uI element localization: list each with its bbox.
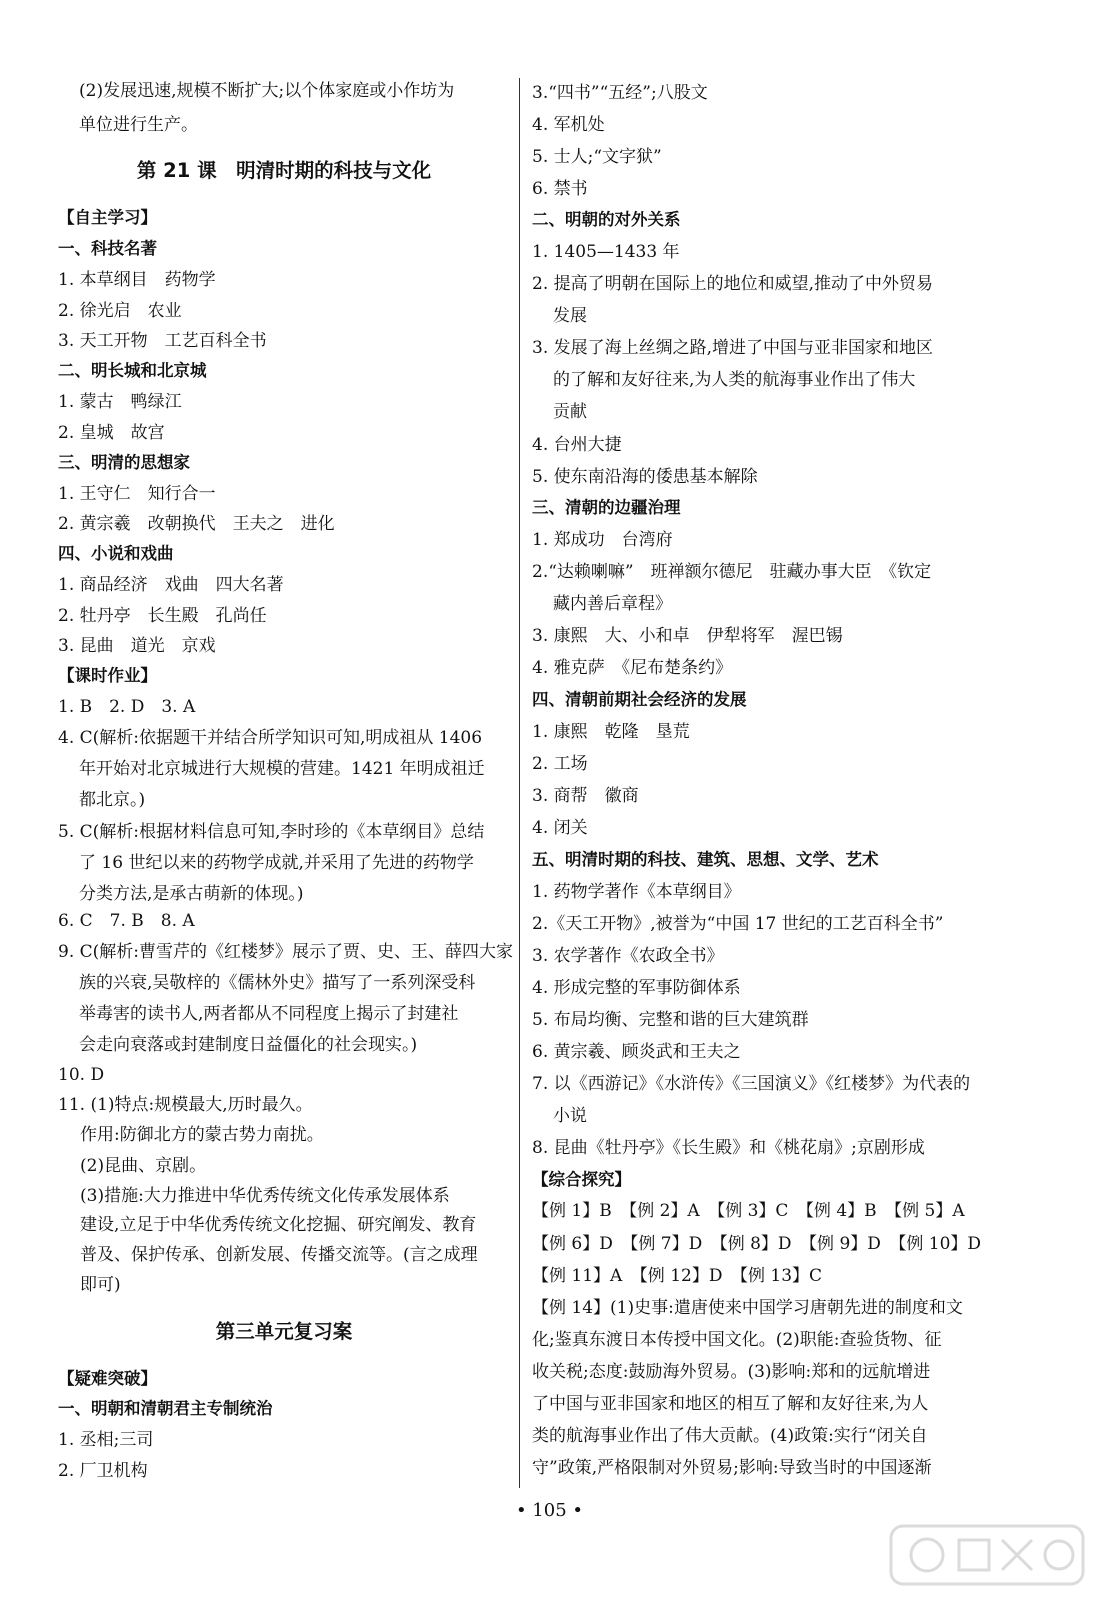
text-line: 4. 雅克萨 《尼布楚条约》 — [532, 658, 733, 678]
text-line: 化;鉴真东渡日本传授中国文化。(2)职能:查验货物、征 — [532, 1330, 942, 1350]
text-line: 3. 商帮 徽商 — [532, 786, 639, 806]
section-heading: 三、明清的思想家 — [58, 453, 190, 472]
text-line: (2)发展迅速,规模不断扩大;以个体家庭或小作坊为 — [79, 81, 455, 101]
text-line: 5. 士人;“文字狱” — [532, 147, 662, 167]
text-line: 1. 1405—1433 年 — [532, 242, 680, 262]
section-heading: 【自主学习】 — [58, 208, 157, 227]
text-line: 4. 闭关 — [532, 818, 588, 838]
section-title: 第 21 课 明清时期的科技与文化 — [136, 159, 432, 182]
section-heading: 一、科技名著 — [58, 239, 157, 258]
text-line: 1. 药物学著作《本草纲目》 — [532, 882, 741, 902]
text-line: 11. (1)特点:规模最大,历时最久。 — [58, 1095, 313, 1115]
text-line: 8. 昆曲《牡丹亭》《长生殿》和《桃花扇》;京剧形成 — [532, 1138, 925, 1158]
text-line: (2)昆曲、京剧。 — [80, 1156, 207, 1176]
text-line: 小说 — [553, 1106, 587, 1126]
text-line: 1. B 2. D 3. A — [58, 697, 196, 717]
text-line: 作用:防御北方的蒙古势力南扰。 — [80, 1125, 324, 1145]
text-line: 了 16 世纪以来的药物学成就,并采用了先进的药物学 — [79, 853, 474, 873]
text-line: 2.“达赖喇嘛” 班禅额尔德尼 驻藏办事大臣 《钦定 — [532, 562, 932, 582]
text-line: 7. 以《西游记》《水浒传》《三国演义》《红楼梦》为代表的 — [532, 1074, 971, 1094]
text-line: 了中国与亚非国家和地区的相互了解和友好往来,为人 — [532, 1394, 929, 1414]
text-line: 会走向衰落或封建制度日益僵化的社会现实。) — [79, 1035, 418, 1055]
text-line: 2.《天工开物》,被誉为“中国 17 世纪的工艺百科全书” — [532, 914, 944, 934]
section-heading: 【综合探究】 — [532, 1170, 631, 1189]
text-line: 4. C(解析:依据题干并结合所学知识可知,明成祖从 1406 — [58, 728, 483, 748]
text-line: 守”政策,严格限制对外贸易;影响:导致当时的中国逐渐 — [532, 1458, 932, 1478]
text-line: 4. 军机处 — [532, 115, 605, 135]
section-heading: 三、清朝的边疆治理 — [532, 498, 681, 517]
text-line: 举毒害的读书人,两者都从不同程度上揭示了封建社 — [79, 1004, 459, 1024]
text-line: 9. C(解析:曹雪芹的《红楼梦》展示了贾、史、王、薛四大家 — [58, 942, 513, 962]
text-line: 1. 丞相;三司 — [58, 1430, 154, 1450]
text-line: 贡献 — [553, 402, 587, 422]
text-line: 3. 天工开物 工艺百科全书 — [58, 331, 267, 351]
text-line: 发展 — [553, 306, 587, 326]
text-line: 【例 14】(1)史事:遣唐使来中国学习唐朝先进的制度和文 — [532, 1298, 963, 1318]
text-line: 5. 布局均衡、完整和谐的巨大建筑群 — [532, 1010, 809, 1030]
watermark-logo — [887, 1520, 1087, 1590]
section-heading: 二、明朝的对外关系 — [532, 210, 681, 229]
text-line: 2. 徐光启 农业 — [58, 301, 182, 321]
text-line: 即可) — [80, 1275, 121, 1295]
text-line: 1. 本草纲目 药物学 — [58, 270, 216, 290]
section-heading: 五、明清时期的科技、建筑、思想、文学、艺术 — [532, 850, 879, 869]
text-line: 6. 禁书 — [532, 179, 588, 199]
text-line: 3.“四书”“五经”;八股文 — [532, 83, 708, 103]
text-line: 4. 台州大捷 — [532, 435, 622, 455]
text-line: 族的兴衰,吴敬梓的《儒林外史》描写了一系列深受科 — [79, 973, 476, 993]
text-line: 2. 厂卫机构 — [58, 1461, 148, 1481]
text-line: 4. 形成完整的军事防御体系 — [532, 978, 741, 998]
text-line: 1. 郑成功 台湾府 — [532, 530, 673, 550]
text-line: 3. 农学著作《农政全书》 — [532, 946, 724, 966]
text-line: 年开始对北京城进行大规模的营建。1421 年明成祖迁 — [79, 759, 485, 779]
text-line: 藏内善后章程》 — [553, 594, 672, 614]
text-line: 5. 使东南沿海的倭患基本解除 — [532, 467, 758, 487]
text-line: 2. 牡丹亭 长生殿 孔尚任 — [58, 606, 267, 626]
text-line: 【例 6】D 【例 7】D 【例 8】D 【例 9】D 【例 10】D — [532, 1234, 982, 1254]
text-line: 1. 王守仁 知行合一 — [58, 484, 216, 504]
section-title: 第三单元复习案 — [215, 1320, 353, 1343]
text-line: 单位进行生产。 — [79, 115, 198, 135]
section-heading: 二、明长城和北京城 — [58, 361, 207, 380]
section-heading: 四、小说和戏曲 — [58, 544, 174, 563]
text-line: 1. 康熙 乾隆 垦荒 — [532, 722, 690, 742]
section-heading: 四、清朝前期社会经济的发展 — [532, 690, 747, 709]
text-line: 1. 商品经济 戏曲 四大名著 — [58, 575, 284, 595]
text-line: 5. C(解析:根据材料信息可知,李时珍的《本草纲目》总结 — [58, 822, 485, 842]
text-line: 类的航海事业作出了伟大贡献。(4)政策:实行“闭关自 — [532, 1426, 928, 1446]
text-line: 2. 提高了明朝在国际上的地位和威望,推动了中外贸易 — [532, 274, 934, 294]
text-line: 收关税;态度:鼓励海外贸易。(3)影响:郑和的远航增进 — [532, 1362, 931, 1382]
text-line: 6. 黄宗羲、顾炎武和王夫之 — [532, 1042, 741, 1062]
text-line: 3. 昆曲 道光 京戏 — [58, 636, 216, 656]
text-line: 建设,立足于中华优秀传统文化挖掘、研究阐发、教育 — [80, 1215, 477, 1235]
page-number: • 105 • — [515, 1500, 584, 1521]
text-line: 2. 皇城 故宫 — [58, 423, 165, 443]
section-heading: 【课时作业】 — [58, 666, 157, 685]
text-line: 1. 蒙古 鸭绿江 — [58, 392, 182, 412]
text-line: 的了解和友好往来,为人类的航海事业作出了伟大 — [553, 370, 916, 390]
text-line: 分类方法,是承古萌新的体现。) — [79, 884, 304, 904]
text-line: 10. D — [58, 1065, 105, 1085]
text-line: (3)措施:大力推进中华优秀传统文化传承发展体系 — [80, 1186, 450, 1206]
section-heading: 【疑难突破】 — [58, 1369, 157, 1388]
column-divider — [519, 78, 520, 1488]
text-line: 2. 工场 — [532, 754, 588, 774]
section-heading: 一、明朝和清朝君主专制统治 — [58, 1399, 273, 1418]
text-line: 【例 11】A 【例 12】D 【例 13】C — [532, 1266, 823, 1286]
text-line: 6. C 7. B 8. A — [58, 911, 195, 931]
text-line: 3. 康熙 大、小和卓 伊犁将军 渥巴锡 — [532, 626, 843, 646]
text-line: 2. 黄宗羲 改朝换代 王夫之 进化 — [58, 514, 335, 534]
text-line: 【例 1】B 【例 2】A 【例 3】C 【例 4】B 【例 5】A — [532, 1201, 965, 1221]
text-line: 普及、保护传承、创新发展、传播交流等。(言之成理 — [80, 1245, 478, 1265]
text-line: 3. 发展了海上丝绸之路,增进了中国与亚非国家和地区 — [532, 338, 934, 358]
text-line: 都北京。) — [79, 790, 146, 810]
